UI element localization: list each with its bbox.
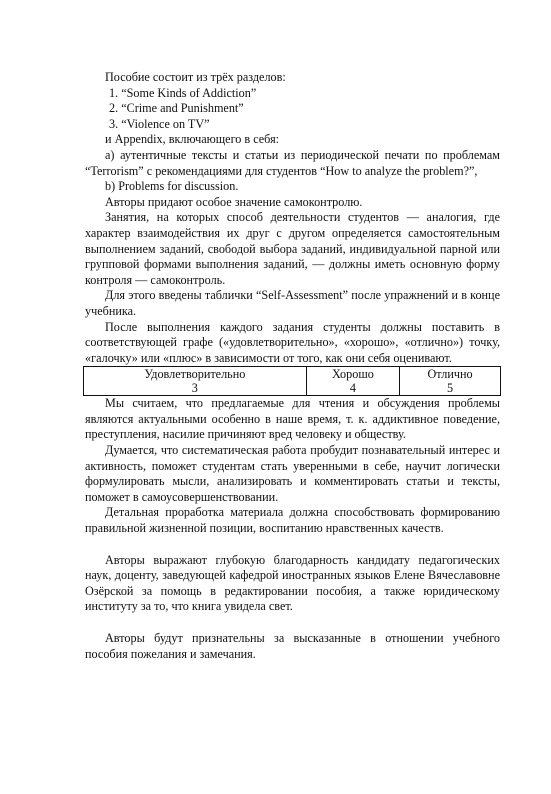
paragraph-lessons: Занятия, на которых способ деятельности студентов — аналогия, где характер взаимодействия их друг с другом определяется самостоятельным выполнением заданий, свободой выбора заданий, индивидуальной парной или групповой формами выполнения заданий, — должны иметь основную форму контроля — самоконтроль.: [85, 210, 500, 287]
spacer: [85, 615, 500, 631]
self-assessment-table: [83, 366, 501, 396]
grades-header-row: [84, 367, 501, 382]
grade-value-3: 3: [84, 381, 307, 396]
paragraph-problems: Мы считаем, что предлагаемые для чтения и обсуждения проблемы являются актуальными особенно в наше время, т. к. аддиктивное поведение, преступления, насилие причиняют вред человеку и обществу.: [85, 396, 500, 442]
page-content: [85, 70, 500, 662]
section-item-2: 2. “Crime and Punishment”: [109, 101, 244, 116]
grade-value-5: 5: [400, 381, 501, 396]
section-item-3: 3. “Violence on TV”: [109, 116, 210, 131]
paragraph-self-control: Авторы придают особое значение самоконтролю.: [105, 194, 363, 209]
appendix-intro: и Appendix, включающего в себя:: [105, 132, 280, 147]
paragraph-tables: Для этого введены таблички “Self-Assessment” после упражнений и в конце учебника.: [85, 288, 500, 318]
grade-header-satisfactory: Удовлетворительно: [84, 367, 307, 382]
section-item-1: 1. “Some Kinds of Addiction”: [109, 85, 257, 100]
paragraph-acknowledgements: Авторы выражают глубокую благодарность кандидату педагогических наук, доценту, заведующей кафедрой иностранных языков Елене Вячеславовне Озёрской за помощь в редактировании пособия, а также юридическому институту за то, что книга увидела свет.: [85, 552, 500, 614]
grade-header-good: Хорошо: [306, 367, 399, 382]
spacer: [85, 537, 500, 553]
paragraph-feedback: Авторы будут признательны за высказанные в отношении учебного пособия пожелания и замечания.: [85, 631, 500, 661]
intro-line: Пособие состоит из трёх разделов:: [105, 70, 286, 84]
grade-value-4: 4: [306, 381, 399, 396]
appendix-item-a: а) аутентичные тексты и статьи из периодической печати по проблемам “Terrorism” с рекомендациями для студентов “How to analyze the problem?”,: [85, 147, 500, 178]
appendix-item-b: b) Problems for discussion.: [105, 179, 239, 194]
paragraph-after-task: После выполнения каждого задания студенты должны поставить в соответствующей графе («удовлетворительно», «хорошо», «отлично») точку, «галочку» или «плюс» в зависимости от того, как они себя оценивают.: [85, 319, 500, 365]
grade-header-excellent: Отлично: [400, 367, 501, 382]
paragraph-systematic-work: Думается, что систематическая работа пробудит познавательный интерес и активность, поможет студентам стать уверенными в себе, научит логически формулировать мысли, анализировать и комментировать статьи и тексты, поможет в самоусовершенствовании.: [85, 443, 500, 504]
grades-value-row: [84, 381, 501, 396]
paragraph-detailed-study: Детальная проработка материала должна способствовать формированию правильной жизненной позиции, воспитанию нравственных качеств.: [85, 505, 500, 536]
